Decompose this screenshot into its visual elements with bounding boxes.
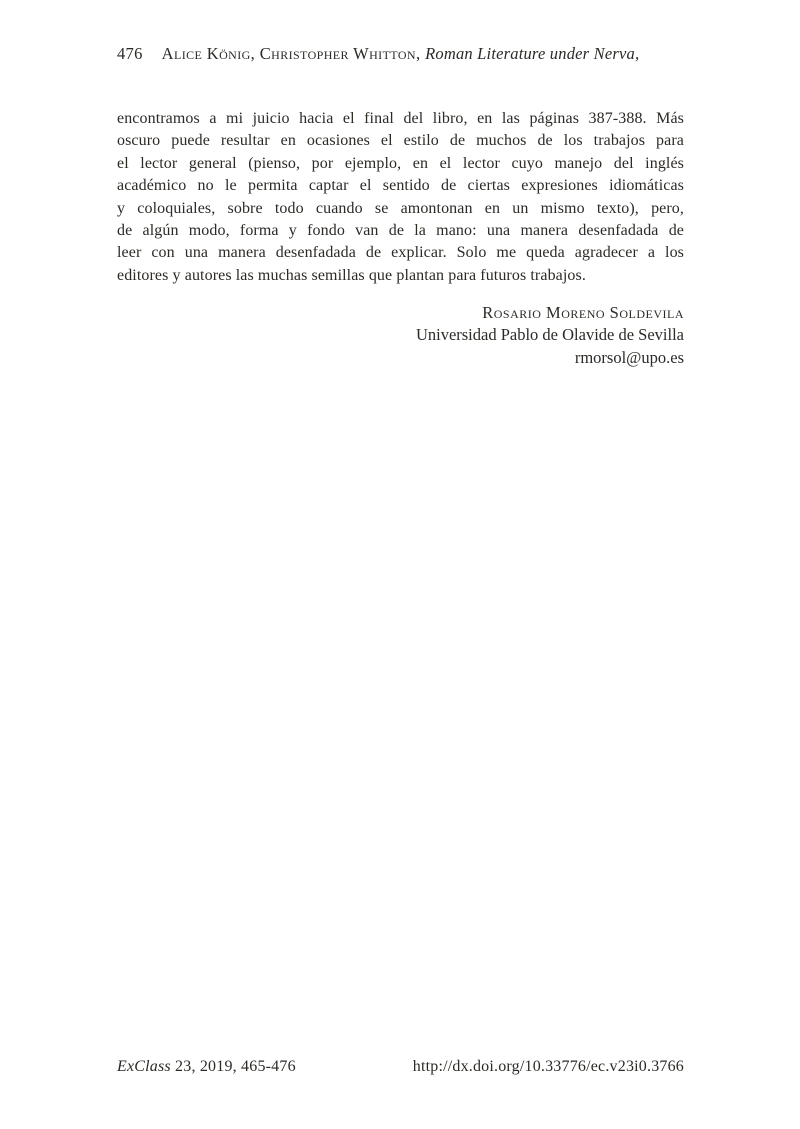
running-head-book-title: Roman Literature under Nerva, — [425, 44, 640, 63]
paragraph-line: de algún modo, forma y fondo van de la mano: una manera desenfadada de — [117, 221, 684, 239]
review-closing-paragraph — [117, 108, 684, 287]
reviewer-affiliation: Universidad Pablo de Olavide de Sevilla — [415, 325, 684, 345]
reviewer-name: Rosario Moreno Soldevila — [482, 303, 684, 322]
reviewer-email: rmorsol@upo.es — [574, 347, 684, 367]
paragraph-line: el lector general (pienso, por ejemplo, en el lector cuyo manejo del inglés — [117, 154, 684, 172]
paragraph-line: académico no le permita captar el sentido de ciertas expresiones idiomáticas — [117, 177, 684, 195]
paragraph-line: encontramos a mi juicio hacia el final del libro, en las páginas 387-388. Más — [117, 110, 684, 127]
doi-url: http://dx.doi.org/10.33776/ec.v23i0.3766 — [412, 1058, 684, 1075]
page-number: 476 — [117, 44, 143, 63]
paragraph-line: oscuro puede resultar en ocasiones el estilo de muchos de los trabajos para — [117, 132, 684, 150]
running-header — [117, 44, 684, 64]
journal-reference — [117, 1056, 296, 1078]
paragraph-line: y coloquiales, sobre todo cuando se amontonan en un mismo texto), pero, — [117, 199, 684, 217]
journal-issue-pages: 23, 2019, 465-476 — [170, 1058, 296, 1075]
signature-block — [416, 302, 684, 369]
paragraph-line: editores y autores las muchas semillas que plantan para futuros trabajos. — [117, 266, 586, 284]
page-footer — [117, 1056, 684, 1078]
paragraph-line: leer con una manera desenfadada de explicar. Solo me queda agradecer a los — [117, 244, 684, 262]
running-head-authors: Alice König, Christopher Whitton, — [161, 44, 421, 63]
journal-name: ExClass — [117, 1058, 171, 1075]
